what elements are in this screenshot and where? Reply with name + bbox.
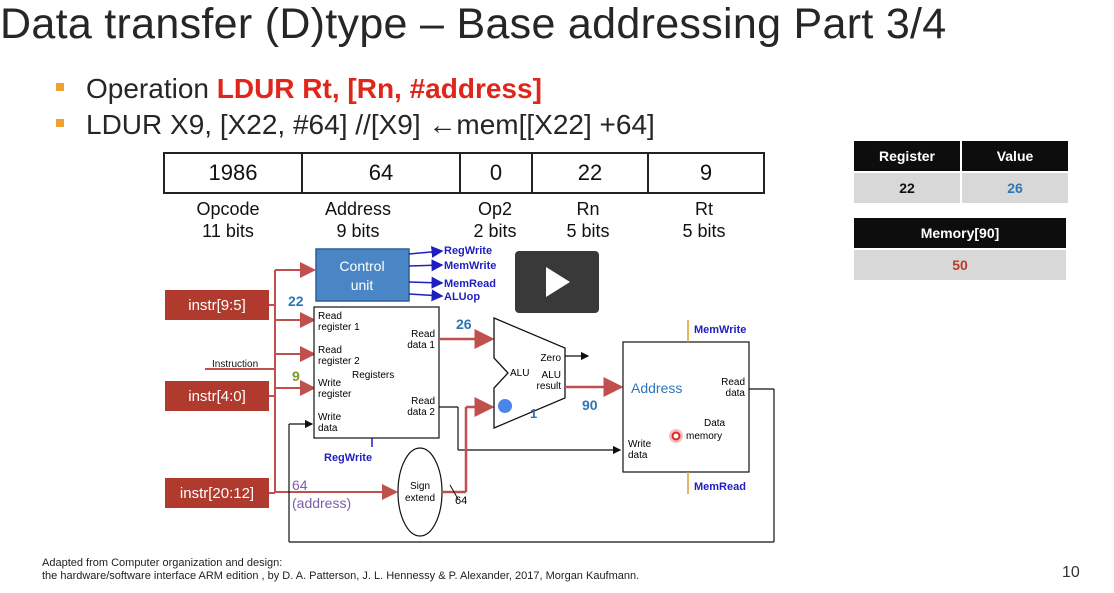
register-cell: 22	[854, 172, 961, 203]
mem-write-data-b: data	[628, 450, 648, 461]
control-unit-label-1: Control	[339, 258, 385, 274]
ctrl-aluop: ALUop	[444, 291, 481, 303]
bullet-example-text: LDUR X9, [X22, #64] //[X9] ←mem[[X22] +64]	[86, 109, 655, 140]
write-reg-b: register	[318, 389, 352, 400]
instr-9-5-label: instr[9:5]	[165, 290, 269, 320]
field-rt-name: Rt	[695, 199, 713, 219]
read-reg1-b: register 1	[318, 322, 360, 333]
alu-result-b: result	[536, 381, 561, 392]
zero-label: Zero	[540, 353, 561, 364]
field-rn-name: Rn	[576, 199, 600, 219]
value-header: Value	[961, 141, 1068, 172]
regwrite-bottom-label: RegWrite	[324, 452, 373, 464]
read-data2-b: data 2	[407, 407, 435, 418]
field-address-bits: 9 bits	[336, 221, 380, 241]
video-play-button[interactable]	[515, 251, 599, 313]
pointer-highlight-dot	[673, 433, 680, 440]
page-number: 10	[1062, 564, 1080, 581]
citation-line-1: Adapted from Computer organization and design:	[42, 557, 283, 569]
value-64-imm: 64	[292, 477, 308, 493]
data-memory-label-1: Data	[704, 418, 726, 429]
read-data1-a: Read	[411, 329, 435, 340]
instr-4-0-label: instr[4:0]	[165, 381, 269, 411]
control-unit-label-2: unit	[350, 277, 374, 293]
sign-extend-label-1: Sign	[409, 481, 431, 492]
control-unit-box	[316, 249, 409, 301]
field-opcode-name: Opcode	[196, 199, 260, 219]
bullet-operation-prefix: Operation	[86, 73, 217, 104]
bus-width-64: 64	[455, 495, 468, 507]
alu-label: ALU	[510, 368, 530, 379]
sign-extend-unit	[398, 448, 442, 536]
field-rn-value: 22	[533, 154, 649, 192]
cursor-pointer-dot	[498, 399, 512, 413]
field-address-value: 64	[303, 154, 461, 192]
memory-header: Memory[90]	[854, 218, 1066, 249]
data-memory-label-2: memory	[686, 431, 723, 442]
write-data-b: data	[318, 423, 338, 434]
instruction-label: Instruction	[212, 359, 259, 370]
read-data-b: data	[725, 388, 745, 399]
field-rt-value: 9	[699, 160, 713, 185]
value-1: 1	[530, 406, 538, 421]
read-data-a: Read	[721, 377, 745, 388]
field-opcode-value: 1986	[165, 154, 303, 192]
sign-extend-label-2: extend	[404, 493, 436, 504]
citation-footer	[42, 557, 639, 583]
field-op2-bits: 2 bits	[473, 221, 517, 241]
field-address-name: Address	[324, 199, 392, 219]
field-rt-bits: 5 bits	[682, 221, 726, 241]
value-22: 22	[288, 293, 304, 309]
memwrite-top-label: MemWrite	[694, 324, 747, 336]
ctrl-regwrite: RegWrite	[444, 245, 493, 257]
slide-title: Data transfer (D)type – Base addressing Part 3/4	[0, 0, 947, 48]
read-reg2-a: Read	[318, 345, 342, 356]
instr-20-12-label: instr[20:12]	[165, 478, 269, 508]
bullet-operation-syntax: LDUR Rt, [Rn, #address]	[216, 73, 542, 104]
value-26: 26	[456, 316, 472, 332]
ctrl-memwrite: MemWrite	[444, 260, 497, 272]
memread-bottom-label: MemRead	[694, 481, 746, 493]
value-90: 90	[582, 397, 598, 413]
citation-line-2: the hardware/software interface ARM edition , by D. A. Patterson, J. L. Hennessy & P. Alexander, 2017, Morgan Kaufmann.	[42, 570, 640, 582]
write-data-a: Write	[318, 412, 342, 423]
field-op2-name: Op2	[477, 199, 513, 219]
read-reg1-a: Read	[318, 311, 342, 322]
value-9: 9	[292, 368, 300, 384]
value-cell: 26	[961, 172, 1068, 203]
register-header: Register	[854, 141, 961, 172]
ctrl-memread: MemRead	[444, 278, 496, 290]
read-data1-b: data 1	[407, 340, 435, 351]
field-opcode-bits: 11 bits	[202, 221, 254, 241]
field-rn-bits: 5 bits	[566, 221, 610, 241]
mem-write-data-a: Write	[628, 439, 652, 450]
field-op2-value: 0	[461, 154, 533, 192]
write-reg-a: Write	[318, 378, 342, 389]
memory-value-cell: 50	[854, 249, 1066, 280]
read-reg2-b: register 2	[318, 356, 360, 367]
address-paren-label: (address)	[292, 495, 352, 511]
read-data2-a: Read	[411, 396, 435, 407]
registers-label: Registers	[352, 370, 395, 381]
play-icon	[542, 265, 572, 299]
address-port-label: Address	[631, 380, 683, 396]
alu-result-a: ALU	[541, 370, 561, 381]
